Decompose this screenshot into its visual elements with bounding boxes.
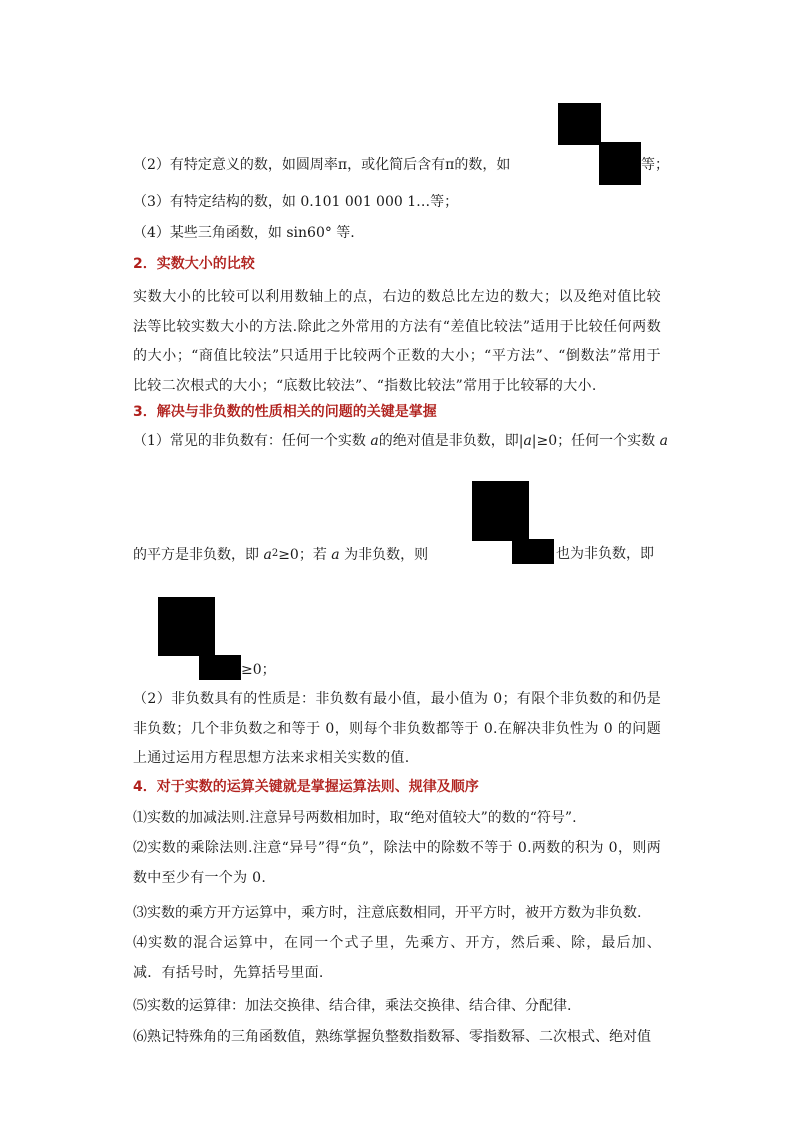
rule-2: ⑵实数的乘除法则.注意“异号”得“负”，除法中的除数不等于 0.两数的积为 0，则两数中至少有一个为 0.	[133, 840, 661, 886]
redacted-formula-block-bottom	[512, 539, 554, 564]
item-3-structured-numbers: （3）有特定结构的数，如 0.101 001 000 1…等；	[133, 194, 459, 210]
redacted-formula-block-bottom	[599, 142, 641, 185]
rule-1: ⑴实数的加减法则.注意异号两数相加时，取“绝对值较大”的数的“符号”.	[133, 810, 577, 826]
pi-symbol: π	[445, 157, 455, 173]
section-3-item-1-line-2-end: 也为非负数，即	[556, 546, 654, 562]
superscript-2: 2	[271, 548, 279, 559]
variable-a: a	[331, 547, 340, 563]
text: 等；	[641, 157, 669, 173]
redacted-formula-block-top	[158, 597, 215, 656]
redacted-formula-block-top	[558, 103, 601, 145]
section-3-heading: 3．解决与非负数的性质相关的问题的关键是掌握	[133, 404, 437, 420]
text: 为非负数，则	[339, 547, 429, 563]
variable-a: a	[659, 433, 668, 449]
rule-3: ⑶实数的乘方开方运算中，乘方时，注意底数相同，开平方时，被开方数为非负数.	[133, 905, 642, 921]
variable-a: a	[263, 547, 272, 563]
redacted-formula-block-bottom	[199, 655, 241, 680]
variable-a: a	[370, 433, 379, 449]
variable-a: a	[523, 433, 532, 449]
rule-5: ⑸实数的运算律：加法交换律、结合律，乘法交换律、结合律、分配律.	[133, 998, 572, 1014]
section-4-heading: 4．对于实数的运算关键就是掌握运算法则、规律及顺序	[133, 779, 479, 795]
section-3-item-1-line-2	[133, 544, 428, 565]
text: （1）常见的非负数有：任何一个实数	[133, 433, 371, 449]
section-3-item-2: （2）非负数具有的性质是：非负数有最小值，最小值为 0；有限个非负数的和仍是非负数；几个非负数之和等于 0，则每个非负数都等于 0.在解决非负性为 0 的问题上通过运用方程思想方法来求相关实数的值.	[133, 691, 661, 766]
text: |≥0；任何一个实数	[531, 433, 660, 449]
text: （2）有特定意义的数，如圆周率	[133, 157, 338, 173]
item-2-end	[641, 155, 669, 175]
section-3-item-1-line-3: ≥0；	[241, 662, 276, 678]
text: 的数，如	[454, 157, 511, 173]
rule-4: ⑷实数的混合运算中，在同一个式子里，先乘方、开方，然后乘、除，最后加、减．有括号时，先算括号里面.	[133, 935, 661, 981]
text: ≥0；若	[278, 547, 332, 563]
redacted-formula-block-top	[472, 481, 529, 541]
section-2-body: 实数大小的比较可以利用数轴上的点，右边的数总比左边的数大；以及绝对值比较法等比较实数大小的方法.除此之外常用的方法有“差值比较法”适用于比较任何两数的大小；“商值比较法”只适用于比较两个正数的大小；“平方法”、“倒数法”常用于比较二次根式的大小；“底数比较法”、“指数比较法”常用于比较幂的大小.	[133, 289, 661, 394]
rule-6: ⑹熟记特殊角的三角函数值，熟练掌握负整数指数幂、零指数幂、二次根式、绝对值	[133, 1029, 651, 1045]
section-2-heading: 2．实数大小的比较	[133, 256, 255, 272]
text: 的平方是非负数，即	[133, 547, 264, 563]
item-2-special-numbers	[133, 155, 510, 175]
item-4-trig-functions: （4）某些三角函数，如 sin60° 等.	[133, 225, 355, 241]
pi-symbol: π	[337, 157, 348, 173]
text: 的绝对值是非负数，即|	[378, 433, 524, 449]
text: ，或化简后含有	[347, 157, 446, 173]
section-3-item-1-line-1	[133, 431, 668, 451]
